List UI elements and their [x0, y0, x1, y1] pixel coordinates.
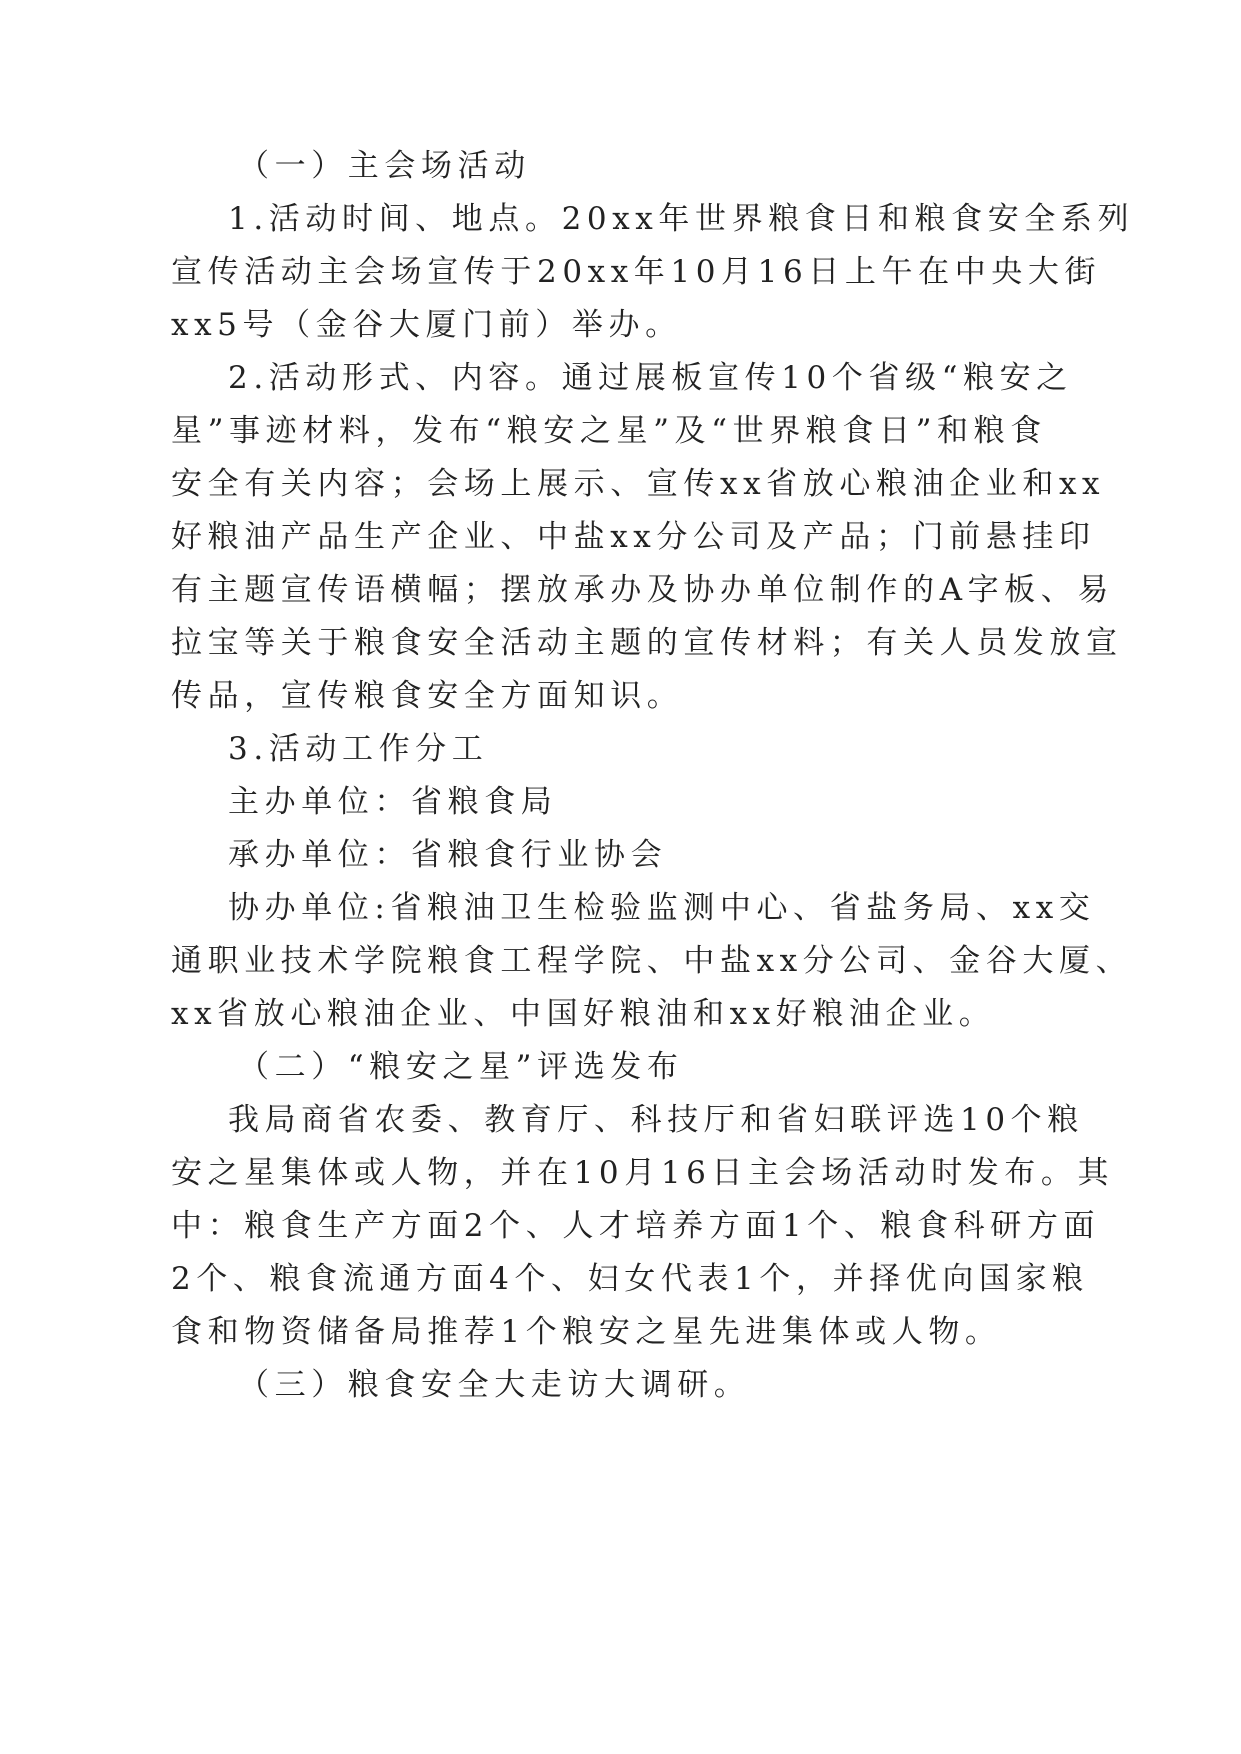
paragraph-line: 中：粮食生产方面2个、人才培养方面1个、粮食科研方面	[171, 1208, 1101, 1244]
paragraph-line: 1.活动时间、地点。20xx年世界粮食日和粮食安全系列	[228, 201, 1135, 237]
subheading-work-division: 3.活动工作分工	[228, 731, 489, 767]
paragraph-line: xx5号（金谷大厦门前）举办。	[171, 307, 682, 343]
paragraph-line: 安全有关内容；会场上展示、宣传xx省放心粮油企业和xx	[171, 466, 1106, 502]
paragraph-line: 安之星集体或人物，并在10月16日主会场活动时发布。其	[171, 1155, 1115, 1191]
paragraph-line: 通职业技术学院粮食工程学院、中盐xx分公司、金谷大厦、	[171, 943, 1133, 979]
paragraph-line: xx省放心粮油企业、中国好粮油和xx好粮油企业。	[171, 996, 996, 1032]
section-heading-star-selection: （二）“粮安之星”评选发布	[238, 1049, 684, 1085]
paragraph-line: 拉宝等关于粮食安全活动主题的宣传材料；有关人员发放宣	[171, 625, 1123, 661]
co-organizer-line: 协办单位:省粮油卫生检验监测中心、省盐务局、xx交	[228, 890, 1096, 926]
paragraph-line: 有主题宣传语横幅；摆放承办及协办单位制作的A字板、易	[171, 572, 1114, 608]
paragraph-line: 星”事迹材料，发布“粮安之星”及“世界粮食日”和粮食	[171, 413, 1047, 449]
paragraph-line: 我局商省农委、教育厅、科技厅和省妇联评选10个粮	[228, 1102, 1084, 1138]
paragraph-line: 食和物资储备局推荐1个粮安之星先进集体或人物。	[171, 1314, 1002, 1350]
section-heading-main-venue: （一）主会场活动	[238, 148, 531, 184]
section-heading-survey: （三）粮食安全大走访大调研。	[238, 1367, 751, 1403]
paragraph-line: 好粮油产品生产企业、中盐xx分公司及产品；门前悬挂印	[171, 519, 1096, 555]
paragraph-line: 传品，宣传粮食安全方面知识。	[171, 678, 684, 714]
paragraph-line: 宣传活动主会场宣传于20xx年10月16日上午在中央大街	[171, 254, 1102, 290]
undertaker-line: 承办单位：省粮食行业协会	[228, 837, 668, 873]
paragraph-line: 2.活动形式、内容。通过展板宣传10个省级“粮安之	[228, 360, 1073, 396]
paragraph-line: 2个、粮食流通方面4个、妇女代表1个，并择优向国家粮	[171, 1261, 1089, 1297]
organizer-line: 主办单位：省粮食局	[228, 784, 558, 820]
